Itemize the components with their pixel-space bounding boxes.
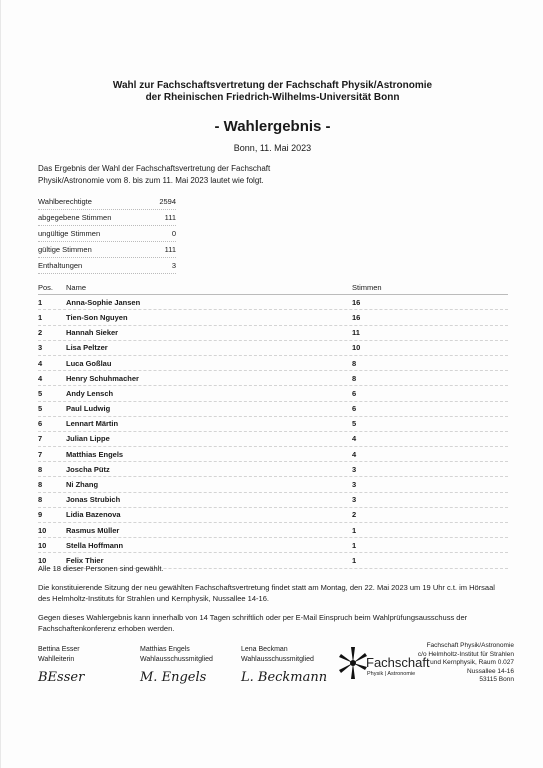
cell-votes: 6	[352, 404, 357, 414]
cell-pos: 8	[38, 480, 43, 490]
intro-text: Das Ergebnis der Wahl der Fachschaftsvertretung der Fachschaft Physik/Astronomie vom 8. bis zum 11. Mai 2023 lautet wie folgt.	[38, 164, 271, 185]
cell-pos: 1	[38, 297, 43, 307]
stats-row	[38, 194, 176, 210]
table-row	[38, 386, 508, 401]
cell-pos: 10	[38, 525, 47, 535]
header-pos: Pos.	[38, 282, 54, 292]
cell-name: Matthias Engels	[66, 449, 124, 459]
cell-pos: 10	[38, 555, 47, 565]
cell-name: Andy Lensch	[66, 388, 114, 398]
cell-pos: 5	[38, 404, 43, 414]
cell-votes: 8	[352, 358, 357, 368]
date-line: Bonn, 11. Mai 2023	[233, 143, 312, 153]
cell-pos: 10	[38, 540, 47, 550]
signer-name: Matthias Engels	[140, 646, 190, 653]
cell-votes: 1	[352, 540, 357, 550]
stat-value: 0	[171, 229, 176, 238]
table-row	[38, 477, 508, 492]
cell-votes: 16	[352, 312, 361, 322]
cell-votes: 3	[352, 495, 357, 505]
stats-row	[38, 242, 176, 258]
signer-role: Wahlausschussmitglied	[140, 656, 213, 663]
cell-votes: 1	[352, 555, 357, 565]
stat-value: 111	[164, 245, 176, 254]
table-row	[38, 538, 508, 553]
table-row	[38, 462, 508, 477]
cell-votes: 5	[352, 419, 357, 429]
objection-note: Gegen dieses Wahlergebnis kann innerhalb von 14 Tagen schriftlich oder per E-Mail Einspruch beim Wahlprüfungsausschuss der Fachschaftenkonferenz erhoben werden.	[38, 613, 468, 633]
cell-name: Hannah Sieker	[66, 328, 119, 338]
table-row	[38, 326, 508, 341]
cell-pos: 5	[38, 388, 43, 398]
header-name: Name	[66, 282, 87, 292]
results-table	[38, 280, 508, 569]
cell-votes: 4	[352, 449, 357, 459]
table-row	[38, 493, 508, 508]
cell-pos: 7	[38, 449, 43, 459]
star-burst-logo-icon	[338, 645, 368, 681]
cell-pos: 2	[38, 328, 43, 338]
table-row	[38, 402, 508, 417]
stats-row	[38, 210, 176, 226]
cell-name: Felix Thier	[66, 555, 104, 565]
cell-pos: 8	[38, 464, 43, 474]
stats-table	[38, 194, 176, 274]
header-line-1: Wahl zur Fachschaftsvertretung der Fachschaft Physik/Astronomie	[112, 80, 433, 91]
signer-name: Bettina Esser	[38, 646, 80, 653]
table-row	[38, 523, 508, 538]
cell-name: Paul Ludwig	[66, 404, 111, 414]
handwritten-signature: L. Beckmann	[241, 670, 328, 685]
cell-name: Rasmus Müller	[66, 525, 120, 535]
logo-text: Fachschaft	[366, 655, 430, 670]
cell-pos: 8	[38, 495, 43, 505]
cell-pos: 4	[38, 358, 43, 368]
header-line-2: der Rheinischen Friedrich-Wilhelms-Universität Bonn	[145, 92, 400, 103]
cell-name: Anna-Sophie Jansen	[66, 297, 141, 307]
cell-name: Jonas Strubich	[66, 495, 121, 505]
address-line: c/o Helmholtz-Institut für Strahlen	[417, 650, 514, 658]
cell-name: Ni Zhang	[66, 480, 99, 490]
address-line: 53115 Bonn	[479, 676, 514, 683]
cell-pos: 7	[38, 434, 43, 444]
stat-value: 111	[164, 213, 176, 222]
table-row	[38, 417, 508, 432]
cell-pos: 6	[38, 419, 43, 429]
table-header-row	[38, 280, 508, 295]
signer-name: Lena Beckman	[241, 646, 288, 653]
table-body	[38, 295, 508, 568]
stat-label: Enthaltungen	[38, 261, 83, 270]
cell-name: Stella Hoffmann	[66, 540, 124, 550]
cell-name: Henry Schuhmacher	[66, 373, 139, 383]
cell-name: Luca Goßlau	[66, 358, 112, 368]
table-row	[38, 356, 508, 371]
cell-name: Lisa Peltzer	[66, 343, 108, 353]
header-votes: Stimmen	[352, 282, 382, 292]
cell-votes: 6	[352, 388, 357, 398]
signature-block-1	[38, 645, 84, 683]
table-row	[38, 432, 508, 447]
stats-row	[38, 226, 176, 242]
signature-block-3	[241, 645, 327, 683]
address-line: und Kernphysik, Raum 0.027	[430, 659, 514, 666]
cell-votes: 1	[352, 525, 357, 535]
cell-votes: 8	[352, 373, 357, 383]
stat-label: gültige Stimmen	[38, 245, 92, 254]
handwritten-signature: M. Engels	[140, 670, 207, 685]
stats-row	[38, 258, 176, 274]
stat-label: Wahlberechtigte	[38, 197, 92, 206]
postal-address	[374, 642, 514, 685]
logo-subtext: Physik | Astronomie	[367, 671, 416, 677]
address-line: Nussallee 14-16	[467, 667, 514, 675]
page-title: - Wahlergebnis -	[214, 118, 331, 135]
cell-votes: 4	[352, 434, 357, 444]
table-row	[38, 341, 508, 356]
cell-pos: 1	[38, 312, 43, 322]
table-row	[38, 508, 508, 523]
table-row	[38, 447, 508, 462]
cell-pos: 9	[38, 510, 43, 520]
cell-votes: 2	[352, 510, 357, 520]
cell-votes: 3	[352, 464, 357, 474]
address-line: Fachschaft Physik/Astronomie	[426, 642, 514, 649]
cell-name: Julian Lippe	[66, 434, 110, 444]
stat-label: abgegebene Stimmen	[38, 213, 112, 222]
table-row	[38, 310, 508, 325]
stat-value: 2594	[159, 197, 176, 206]
cell-votes: 11	[352, 328, 360, 338]
cell-name: Joscha Pütz	[66, 464, 110, 474]
cell-pos: 4	[38, 373, 43, 383]
table-row	[38, 295, 508, 310]
signature-block-2	[140, 645, 213, 683]
meeting-note: Die konstituierende Sitzung der neu gewählten Fachschaftsvertretung findet statt am Montag, den 22. Mai 2023 um 19 Uhr c.t. im Hörsaal des Helmholtz-Instituts für Strahlen und Kernphysik, Nussallee 14-16.	[38, 583, 495, 603]
cell-name: Lidia Bazenova	[66, 510, 121, 520]
cell-votes: 10	[352, 343, 361, 353]
cell-name: Tien-Son Nguyen	[66, 312, 128, 322]
stat-label: ungültige Stimmen	[38, 229, 101, 238]
cell-pos: 3	[38, 343, 43, 353]
elected-note: Alle 18 dieser Personen sind gewählt.	[38, 564, 164, 573]
table-row	[38, 371, 508, 386]
cell-name: Lennart Märtin	[66, 419, 119, 429]
cell-votes: 3	[352, 480, 357, 490]
stat-value: 3	[171, 261, 176, 270]
handwritten-signature: BEsser	[38, 670, 85, 685]
cell-votes: 16	[352, 297, 361, 307]
signer-role: Wahlleiterin	[38, 656, 75, 663]
signer-role: Wahlausschussmitglied	[241, 656, 314, 663]
